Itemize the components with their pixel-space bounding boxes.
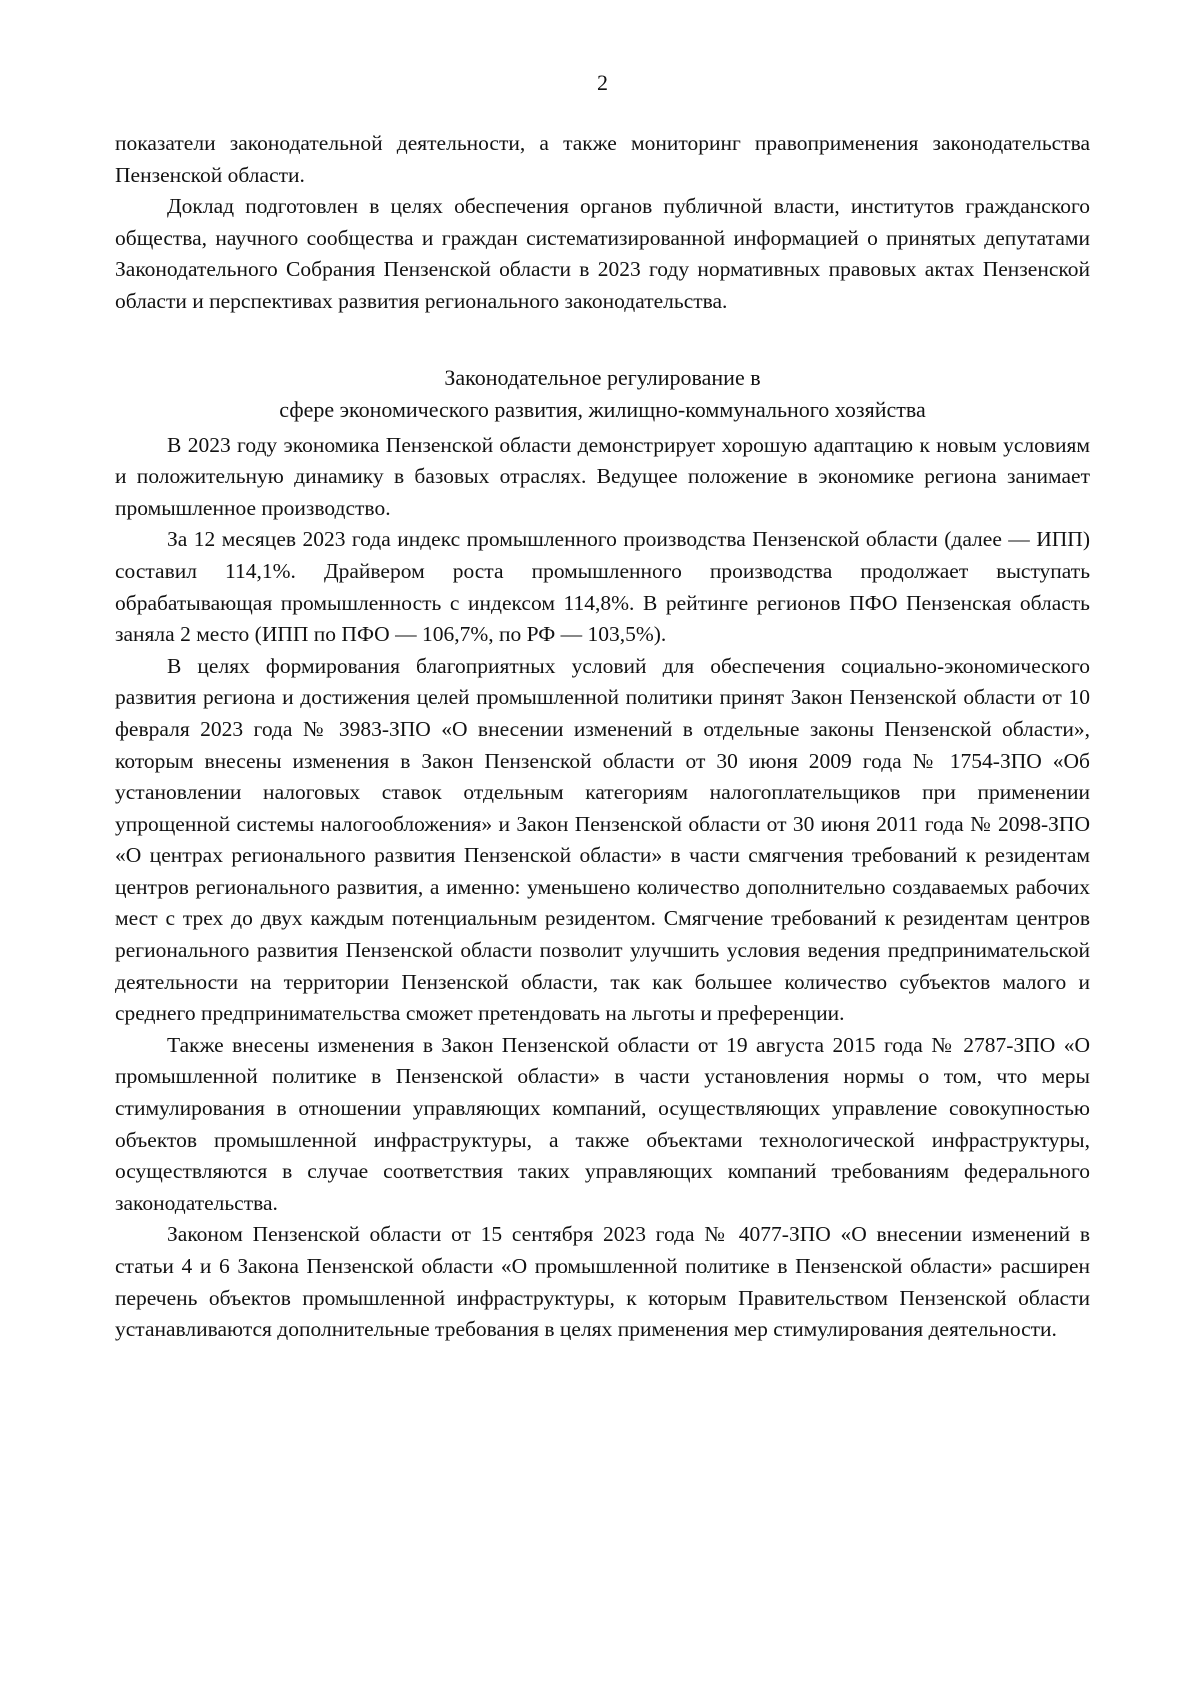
section-paragraph-law-3983: В целях формирования благоприятных условий для обеспечения социально-экономического развития региона и достижения целей промышленной политики принят Закон Пензенской области от 10 февраля 2023 года № 3983-ЗПО «О внесении изменений в отдельные законы Пензенской области», которым внесены изменения в Закон Пензенской области от 30 июня 2009 года № 1754-ЗПО «Об установлении налоговых ставок отдельным категориям налогоплательщиков при применении упрощенной системы налогообложения» и Закон Пензенской области от 30 июня 2011 года № 2098-ЗПО «О центрах регионального развития Пензенской области» в части смягчения требований к резидентам центров регионального развития, а именно: уменьшено количество дополнительно создаваемых рабочих мест с трех до двух каждым потенциальным резидентом. Смягчение требований к резидентам центров регионального развития Пензенской области позволит улучшить условия ведения предпринимательской деятельности на территории Пензенской области, так как большее количество субъектов малого и среднего предпринимательства сможет претендовать на льготы и преференции. [115,653,1090,1026]
section-paragraph-law-2787: Также внесены изменения в Закон Пензенской области от 19 августа 2015 года № 2787-ЗПО «О промышленной политике в Пензенской области» в части установления нормы о том, что меры стимулирования в отношении управляющих компаний, осуществляющих управление совокупностью объектов промышленной инфраструктуры, а также объектами технологической инфраструктуры, осуществляются в случае соответствия таких управляющих компаний требованиям федерального законодательства. [115,1032,1090,1215]
page-number: 2 [597,70,608,95]
intro-paragraph-continuation: показатели законодательной деятельности, а также мониторинг правоприменения законодательства Пензенской области. [115,131,1090,187]
section-heading-line-1: Законодательное регулирование в [444,364,761,390]
section-heading-line-2: сфере экономического развития, жилищно-коммунального хозяйства [279,396,926,422]
section-heading [115,362,1090,426]
section-paragraph-industrial-index: За 12 месяцев 2023 года индекс промышленного производства Пензенской области (далее — ИПП) составил 114,1%. Драйвером роста промышленного производства продолжает выступать обрабатывающая промышленность с индексом 114,8%. В рейтинге регионов ПФО Пензенская область заняла 2 место (ИПП по ПФО — 106,7%, по РФ — 103,5%). [115,527,1090,647]
section-paragraph-economy: В 2023 году экономика Пензенской области демонстрирует хорошую адаптацию к новым условиям и положительную динамику в базовых отраслях. Ведущее положение в экономике региона занимает промышленное производство. [115,432,1090,520]
document-page [115,68,1090,1346]
intro-paragraph-report-purpose: Доклад подготовлен в целях обеспечения органов публичной власти, институтов гражданского общества, научного сообщества и граждан систематизированной информацией о принятых депутатами Законодательного Собрания Пензенской области в 2023 году нормативных правовых актах Пензенской области и перспективах развития регионального законодательства. [115,194,1090,313]
section-paragraph-law-4077: Законом Пензенской области от 15 сентября 2023 года № 4077-ЗПО «О внесении изменений в статьи 4 и 6 Закона Пензенской области «О промышленной политике в Пензенской области» расширен перечень объектов промышленной инфраструктуры, к которым Правительством Пензенской области устанавливаются дополнительные требования в целях применения мер стимулирования деятельности. [115,1222,1090,1342]
